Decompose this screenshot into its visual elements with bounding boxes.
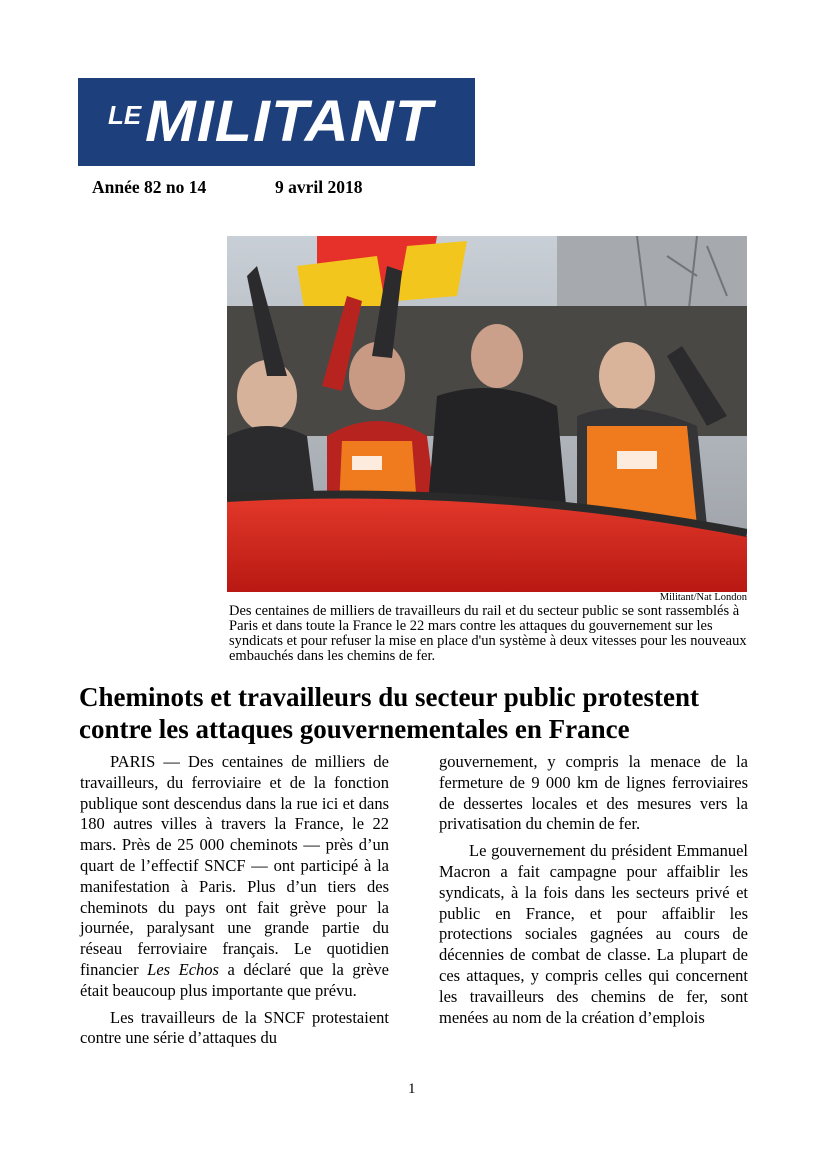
page-number: 1 bbox=[408, 1081, 416, 1097]
article-column-2 bbox=[439, 752, 748, 1028]
issue-number: Année 82 no 14 bbox=[92, 177, 207, 197]
publication-name: Les Echos bbox=[147, 959, 219, 979]
article-paragraph-2-continued: gouvernement, y compris la menace de la fermeture de 9 000 km de lignes ferroviaires de dessertes locales et des mesures vers la privatisation du chemin de fer. bbox=[439, 752, 748, 834]
paragraph-text: PARIS — Des centaines de milliers de travailleurs, du ferroviaire et de la fonction publique sont descendus dans la rue ici et dans 180 autres villes à travers la France, le 22 mars. Près de 25 000 cheminots — près d’un quart de l’effectif SNCF — ont participé à la manifestation à Paris. Plus d’un tiers des cheminots du pays ont fait grève pour la journée, paralysant une grande partie du réseau ferroviaire français. Le quotidien financier bbox=[80, 752, 389, 979]
article-headline: Cheminots et travailleurs du secteur public protestent contre les attaques gouvernementales en France bbox=[79, 682, 699, 744]
article-paragraph-2: Les travailleurs de la SNCF protestaient contre une série d’attaques du bbox=[80, 1007, 389, 1048]
article-paragraph-1 bbox=[80, 752, 389, 1002]
protest-photo bbox=[227, 236, 747, 592]
photo-credit: Militant/Nat London bbox=[659, 592, 747, 603]
masthead-prefix: LE bbox=[108, 99, 142, 130]
photo-caption: Des centaines de milliers de travailleurs du rail et du secteur public se sont rassemblés à Paris et dans toute la France le 22 mars contre les attaques du gouvernement sur les syndicats et pour refuser la mise en place d'un système à deux vitesses pour les nouveaux embauchés dans les chemins de fer. bbox=[229, 603, 747, 664]
article-column-1 bbox=[80, 752, 389, 1049]
article-paragraph-3: Le gouvernement du président Emmanuel Macron a fait campagne pour affaiblir les syndicats, à la fois dans les secteurs privé et public en France, et pour affaiblir les protections sociales gagnées au cours de décennies de combat de classe. La plupart de ces attaques, y compris celles qui concernent les travailleurs des chemins de fer, sont menées au nom de la création d’emplois bbox=[439, 841, 748, 1027]
paragraph-text: a déclaré que la grève était beaucoup plus importante que prévu. bbox=[80, 959, 389, 1000]
masthead-logo bbox=[78, 78, 475, 166]
masthead-name: MILITANT bbox=[145, 89, 434, 154]
issue-date: 9 avril 2018 bbox=[275, 177, 363, 197]
